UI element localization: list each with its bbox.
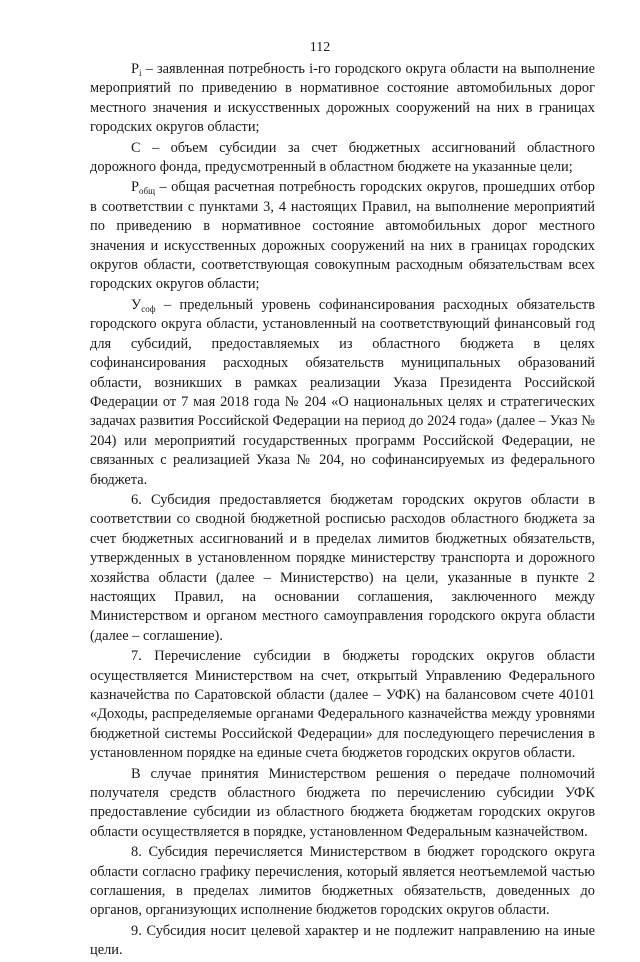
clause-9: 9. Субсидия носит целевой характер и не подлежит направлению на иные цели. — [90, 922, 595, 959]
definition-text: – заявленная потребность i-го городского округа области на выполнение мероприятий по приведению в нормативное состояние автомобильных дорог местного значения и искусственных дорожных сооружений на них в границах городских округов области; — [90, 61, 595, 136]
definition-u-cofinancing — [90, 296, 595, 490]
definition-text: – объем субсидии за счет бюджетных ассигнований областного дорожного фонда, предусмотренный в областном бюджете на указанные цели; — [90, 139, 595, 176]
formula-symbol: $P_i$ — [131, 61, 142, 78]
formula-symbol: $P_{общ}$ — [131, 179, 156, 197]
clause-7: 7. Перечисление субсидии в бюджеты городских округов области осуществляется Министерством на счет, открытый Управлению Федерального казначейства по Саратовской области (далее – УФК) на балансовом счете 40101 «Доходы, распределяемые органами Федерального казначейства между уровнями бюджетной системы Российской Федерации» для последующего перечисления в установленном порядке на единые счета бюджетов городских округов области. — [90, 648, 595, 762]
definition-c — [90, 139, 595, 178]
formula-symbol: $У_{соф}$ — [131, 296, 156, 314]
definition-p-i — [90, 60, 595, 138]
clause-8: 8. Субсидия перечисляется Министерством в бюджет городского округа области согласно графику перечисления, который является неотъемлемой частью соглашения, в пределах лимитов бюджетных обязательств, доведенных до органов, организующих исполнение бюджетов городских округов области. — [90, 844, 595, 919]
definition-p-total — [90, 178, 595, 294]
page-number: 112 — [309, 40, 331, 55]
formula-symbol: С — [131, 139, 141, 156]
definition-text: – общая расчетная потребность городских округов, прошедших отбор в соответствии с пунктами 3, 4 настоящих Правил, на выполнение мероприятий по приведению в нормативное состояние автомобильных дорог местного значения и искусственных дорожных сооружений на них в границах городских округов области, соответствующая совокупным расходным обязательствам всех городских округов области; — [90, 179, 595, 293]
body-text — [90, 60, 595, 962]
clause-7-continuation: В случае принятия Министерством решения о передаче полномочий получателя средств областного бюджета по перечислению субсидии УФК предоставление субсидии из областного бюджета бюджетам городских округов области осуществляется в порядке, установленном Федеральным казначейством. — [90, 765, 595, 840]
clause-6: 6. Субсидия предоставляется бюджетам городских округов области в соответствии со сводной бюджетной росписью расходов областного бюджета за счет бюджетных ассигнований и в пределах лимитов бюджетных обязательств, утвержденных в установленном порядке министерству транспорта и дорожного хозяйства области (далее – Министерство) на цели, указанные в пункте 2 настоящих Правил, на основании соглашения, заключенного между Министерством и органом местного самоуправления городского округа области (далее – соглашение). — [90, 491, 595, 644]
definition-text: – предельный уровень софинансирования расходных обязательств городского округа области, установленный на соответствующий финансовый год для субсидий, предоставляемых из областного бюджета в целях софинансирования расходных обязательств муниципальных образований области, возникших в рамках реализации Указа Президента Российской Федерации от 7 мая 2018 года № 204 «О национальных целях и стратегических задачах развития Российской Федерации на период до 2024 года» (далее – Указ № 204) или мероприятий государственных программ Российской Федерации, не связанных с реализацией Указа № 204, но софинансируемых из федерального бюджета. — [90, 296, 595, 488]
